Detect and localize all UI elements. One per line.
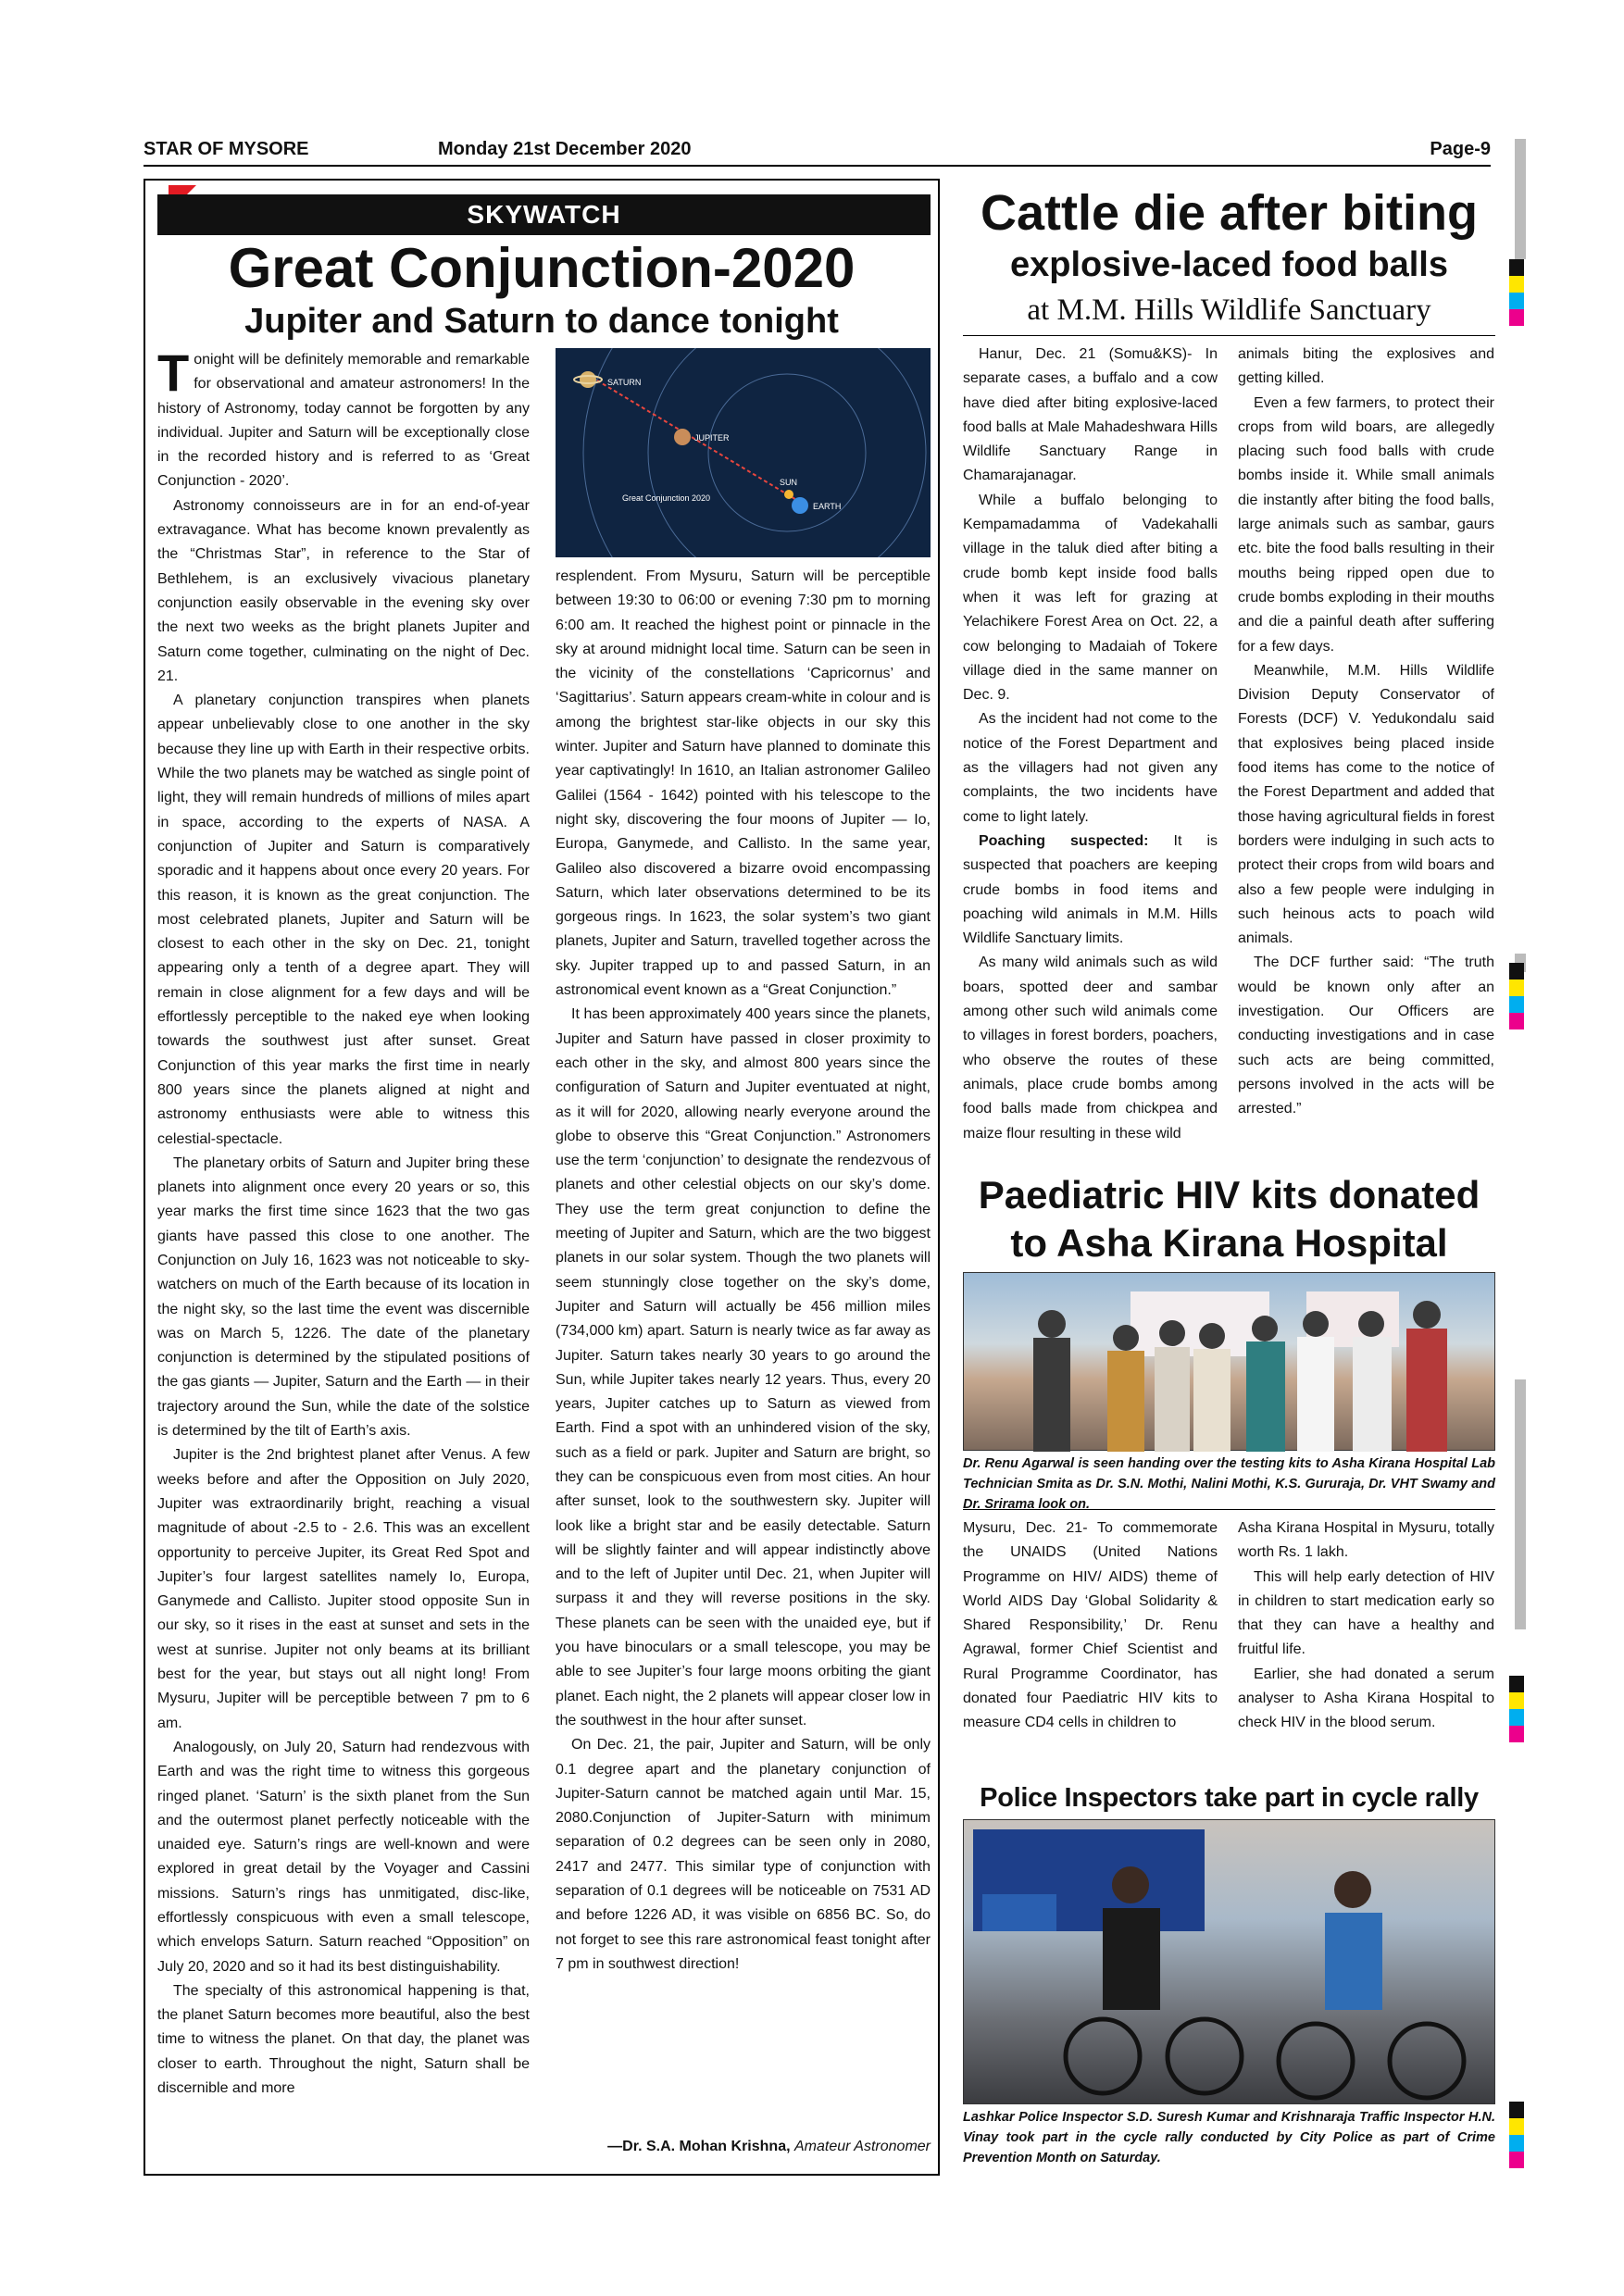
cattle-location: at M.M. Hills Wildlife Sanctuary [1027, 293, 1431, 327]
paragraph [963, 830, 1218, 951]
skywatch-byline [556, 2139, 931, 2155]
skywatch-banner: SKYWATCH [157, 194, 931, 235]
paragraph [157, 494, 530, 689]
paragraph-text: onight will be definitely memorable and remarkable for observational and amateur astronomers! In the history of Astronomy, today cannot be forgotten by any individual. Jupiter and Saturn will be exceptionally close in the recorded history and is referred to as ‘Great Conjunction - 2020’. [157, 352, 530, 490]
cattle-subhead: explosive-laced food balls [1009, 245, 1449, 284]
paragraph-text: It has been approximately 400 years since the planets, Jupiter and Saturn have passed in closer proximity to each other in the sky, and almost 800 years since the configuration of Saturn and Jupiter eventuated at night, as it will for 2020, allowing nearly everyone around the globe to observe this “Great Conjunction.” Astronomers use the term ‘conjunction’ to designate the rendezvous of planets and other celestial objects on our sky’s dome. They use the term great conjunction to define the meeting of Jupiter and Saturn, which are the two biggest planets in our solar system. Though the two planets will seem stunningly close together on the sky’s dome, Jupiter and Saturn will actually be 456 million miles (734,000 km) apart. Saturn is nearly twice as far away as Jupiter. Saturn takes nearly 30 years to go around the Sun, while Jupiter takes nearly 12 years. Thus, every 20 years, Jupiter catches up to Saturn as viewed from Earth. Find a spot with an unhindered vision of the sky, such as a field or park. Jupiter and Saturn are bright, so they can be conspicuous even from most cities. An hour after sunset, look to the southwestern sky. Jupiter will look like a bright star and be easily detectable. Saturn will be slightly fainter and will appear indistinctly above and to the left of Jupiter until Dec. 21, when Jupiter will surpass it and they will reverse positions in the sky. These planets can be seen with the unaided eye, but if you have binoculars or a small telescope, you may be able to see Jupiter’s four large moons orbiting the giant planet. Each night, the 2 planets will appear closer low in the southwest in the hour after sunset. [556, 1006, 931, 1728]
skywatch-column-2 [556, 565, 931, 1977]
paragraph-text: On Dec. 21, the pair, Jupiter and Saturn, will be only 0.1 degree apart and the planetary conjunction of Jupiter-Saturn cannot be matched again until Mar. 15, 2080.Conjunction of Jupiter-Saturn with minimum separation of 0.2 degrees can be seen only in 2080, 2417 and 2477. This similar type of conjunction with separation of 0.1 degrees will be noticeable on 7531 AD and before 1226 AD, it was visible on 6856 BC. So, do not forget to see this rare astronomical feast tonight after 7 pm in southwest direction! [556, 1737, 931, 1972]
byline-name: —Dr. S.A. Mohan Krishna, [607, 2139, 791, 2154]
paragraph-text: Astronomy connoisseurs are in for an end-of-year extravagance. What has become known prevalently as the “Christmas Star”, in reference to the Star of Bethlehem, is an exclusively vivacious planetary conjunction easily observable in the evening sky over the next two weeks as the bright planets Jupiter and Saturn come together, culminating on the night of Dec. 21. [157, 497, 530, 684]
paragraph-text: Hanur, Dec. 21 (Somu&KS)- In separate cases, a buffalo and a cow have died after biting explosive-laced food balls at Male Mahadeshwara Hills Wildlife Sanctuary Range in Chamarajanagar. [963, 346, 1218, 484]
cattle-column-1 [963, 343, 1218, 1146]
paragraph-text: As the incident had not come to the notice of the Forest Department and as the villagers had not given any complaints, the two incidents have come to light lately. [963, 711, 1218, 825]
paragraph-text: The specialty of this astronomical happening is that, the planet Saturn becomes more beautiful, also the best time to witness the planet. On that day, the planet was closer to earth. Throughout the night, Saturn shall be discernible and more [157, 1982, 530, 2097]
paragraph-text: Earlier, she had donated a serum analyser to Asha Kirana Hospital to check HIV in the blood serum. [1238, 1666, 1494, 1731]
paragraph [157, 1736, 530, 1979]
skywatch-column-1 [157, 343, 530, 2101]
paragraph-text: Asha Kirana Hospital in Mysuru, totally worth Rs. 1 lakh. [1238, 1520, 1494, 1561]
paragraph [157, 343, 530, 494]
orbit-diagram-svg [556, 348, 931, 557]
paragraph [1238, 659, 1494, 952]
paragraph [963, 489, 1218, 708]
skywatch-subhead: Jupiter and Saturn to dance tonight [244, 302, 839, 341]
byline-role: Amateur Astronomer [793, 2139, 931, 2154]
hiv-photo-figures [964, 1273, 1496, 1452]
earth-planet [792, 497, 808, 514]
paragraph [963, 343, 1218, 489]
label-caption: Great Conjunction 2020 [622, 493, 711, 503]
police-headline: Police Inspectors take part in cycle rally [980, 1783, 1479, 1813]
hiv-headline: Paediatric HIV kits donated to Asha Kirana Hospital [978, 1173, 1480, 1265]
paragraph-text: The planetary orbits of Saturn and Jupiter bring these planets into alignment once every 20 years or so, this year marks the first time since 1623 that the two gas giants have passed this close to one another. The Conjunction on July 16, 1623 was not noticeable to sky-watchers on much of the Earth because of its location in the night sky, so the last time the event was discernible was on March 5, 1226. The date of the planetary conjunction is determined by the stipulated positions of the gas giants — Jupiter, Saturn and the Earth — in their trajectory around the Sun, while the date of the solstice is determined by the tilt of Earth’s axis. [157, 1154, 530, 1440]
police-photo-figures [964, 1820, 1496, 2105]
color-registration-mark [1509, 259, 1524, 326]
paragraph [963, 1516, 1218, 1736]
paragraph-text: A planetary conjunction transpires when planets appear unbelievably close to one another in the sky because they line up with Earth in their respective orbits. While the two planets may be watched as single point of light, they will remain hundreds of millions of miles apart in space, according to the experts of NASA. A conjunction of Jupiter and Saturn is comparatively sporadic and it happens about once every 20 years. For this reason, it is known as the great conjunction. The most celebrated planets, Jupiter and Saturn will be closest to each other in the sky on Dec. 21, tonight appearing only a tenth of a degree apart. They will remain in close alignment for a few days and will be effortlessly perceptible to the naked eye when looking towards the southwest just after sunset. Great Conjunction of this year marks the first time in nearly 800 years since the planets aligned at night and astronomy enthusiasts were able to witness this celestial-spectacle. [157, 693, 530, 1147]
paragraph-text: Analogously, on July 20, Saturn had rendezvous with Earth and was the right time to witness this gorgeous ringed planet. ‘Saturn’ is the sixth planet from the Sun and the outermost planet perfectly noticeable with the unaided eye. Saturn’s rings are well-known and were explored in great detail by the Voyager and Cassini missions. Saturn’s rings has unmitigated, disc-like, effortlessly conspicuous with even a small telescope, which envelops Saturn. Saturn reached “Opposition” on July 20, 2020 and so it had its best distinguishability. [157, 1739, 530, 1975]
paragraph-text: As many wild animals such as wild boars, spotted deer and sambar among other such wild animals come to villages in forest borders, poachers, who observe the routes of these animals, place crude bombs among food balls made from chickpea and maize flour resulting in these wild [963, 955, 1218, 1142]
paragraph [157, 1152, 530, 1444]
paragraph [157, 689, 530, 1152]
paragraph-text: The DCF further said: “The truth would be known only after an investigation. Our Officers are conducting investigations and in case such acts are being committed, persons involved in the acts will be arrested.” [1238, 955, 1494, 1117]
label-earth: EARTH [813, 502, 842, 511]
page-number: Page-9 [1430, 139, 1491, 159]
paragraph [1238, 392, 1494, 659]
color-registration-mark [1509, 2102, 1524, 2168]
paragraph [157, 1443, 530, 1736]
drop-cap: T [157, 343, 190, 402]
paper-name: STAR OF MYSORE [144, 139, 309, 159]
police-photo [963, 1819, 1495, 2104]
paragraph [1238, 1566, 1494, 1663]
hiv-caption: Dr. Renu Agarwal is seen handing over the testing kits to Asha Kirana Hospital Lab Technician Smita as Dr. S.N. Mothi, Nalini Mothi, K.S. Gururaja, Dr. VHT Swamy and Dr. Srirama look on. [963, 1456, 1495, 1512]
paragraph [963, 707, 1218, 829]
paragraph-lead: Poaching suspected: [979, 832, 1149, 849]
paragraph [556, 1733, 931, 1977]
paragraph-text: While a buffalo belonging to Kempamadamma of Vadekahalli village in the taluk died after biting a crude bomb kept inside food balls when it was left for grazing at Yelachikere Forest Area on Oct. 22, a cow belonging to Madaiah of Tokere village died in the same manner on Dec. 9. [963, 492, 1218, 704]
paragraph-text: This will help early detection of HIV in children to start medication early so that they can have a healthy and fruitful life. [1238, 1568, 1494, 1658]
paragraph [157, 1979, 530, 2101]
paragraph [1238, 343, 1494, 392]
paragraph-text: It is suspected that poachers are keeping crude bombs in food items and poaching wild animals in M.M. Hills Wildlife Sanctuary limits. [963, 832, 1218, 947]
hiv-column-1 [963, 1516, 1218, 1736]
paragraph [556, 1003, 931, 1733]
label-sun: SUN [780, 478, 798, 487]
cattle-column-2 [1238, 343, 1494, 1122]
color-registration-mark [1509, 1676, 1524, 1742]
paragraph-text: Jupiter is the 2nd brightest planet after Venus. A few weeks before and after the Opposition on July 2020, Jupiter was extraordinarily bright, reaching a visual magnitude of about -2.5 to - 2.6. This was an excellent opportunity to perceive Jupiter, its Great Red Spot and Jupiter’s four largest satellites namely Io, Europa, Ganymede and Callisto. Jupiter stood opposite Sun in our sky, so it rises in the east at sunset and sets in the west at sunrise. Jupiter not only beams at its brilliant best for the year, but stays out all night long! From Mysuru, Jupiter will be perceptible between 7 pm to 6 am. [157, 1447, 530, 1731]
paragraph [1238, 951, 1494, 1121]
label-saturn: SATURN [607, 378, 642, 387]
hiv-rule [963, 1509, 1495, 1510]
margin-bar [1515, 139, 1526, 259]
paragraph-text: Even a few farmers, to protect their crops from wild boars, are allegedly placing such food balls with crude bombs inside it. While small animals die instantly after biting the food balls, large animals such as sambar, gaurs etc. bite the food balls resulting in their mouths being ripped open due to crude bombs exploding in their mouths and die a painful death after suffering for a few days. [1238, 394, 1494, 655]
paragraph [1238, 1516, 1494, 1566]
paragraph-text: Meanwhile, M.M. Hills Wildlife Division Deputy Conservator of Forests (DCF) V. Yedukondalu said that explosives being placed inside food items has come to the notice of the Forest Department and added that those having agricultural fields in forest borders were indulging in such acts to protect their crops from wild boars and also a few people were indulging in such heinous acts to poach wild animals. [1238, 662, 1494, 947]
skywatch-headline: Great Conjunction-2020 [228, 237, 856, 299]
hiv-photo [963, 1272, 1495, 1451]
issue-date: Monday 21st December 2020 [438, 139, 692, 159]
jupiter-planet [674, 429, 691, 445]
paragraph-text: resplendent. From Mysuru, Saturn will be perceptible between 19:30 to 06:00 or evening 7:30 pm to morning 6:00 am. It reached the highest point or pinnacle in the sky at around midnight local time. Saturn can be seen in the vicinity of the constellations ‘Capricornus’ and ‘Sagittarius’. Saturn appears cream-white in colour and is among the brightest star-like objects in our sky this winter. Jupiter and Saturn have planned to dominate this year captivatingly! In 1610, an Italian astronomer Galileo Galilei (1564 - 1642) pointed with his telescope to the night sky, discovering the four moons of Jupiter — Io, Europa, Ganymede, and Callisto. In the same year, Galileo also discovered a bizarre ovoid encompassing Saturn, which later observations determined to be its gorgeous rings. In 1623, the solar system’s two giant planets, Jupiter and Saturn, travelled together across the sky. Jupiter trapped up to and passed Saturn, in an astronomical event known as a “Great Conjunction.” [556, 568, 931, 999]
paragraph-text: Mysuru, Dec. 21- To commemorate the UNAIDS (United Nations Programme on HIV/ AIDS) theme of World AIDS Day ‘Global Solidarity & Shared Responsibility,’ Dr. Renu Agrawal, former Chief Scientist and Rural Programme Coordinator, has donated four Paediatric HIV kits to measure CD4 cells in children to [963, 1520, 1218, 1731]
masthead [144, 139, 1491, 167]
conjunction-diagram [556, 348, 931, 557]
color-registration-mark [1509, 963, 1524, 1029]
sun-dot [784, 490, 793, 499]
saturn-planet [580, 371, 596, 388]
hiv-column-2 [1238, 1516, 1494, 1736]
margin-bar [1515, 1379, 1526, 1629]
paragraph [963, 951, 1218, 1145]
cattle-rule [963, 335, 1495, 336]
paragraph [556, 565, 931, 1003]
paragraph-text: animals biting the explosives and getting killed. [1238, 346, 1494, 387]
cattle-headline: Cattle die after biting [980, 185, 1479, 241]
paragraph [1238, 1663, 1494, 1736]
police-caption: Lashkar Police Inspector S.D. Suresh Kumar and Krishnaraja Traffic Inspector H.N. Vinay took part in the cycle rally conducted by City Police as part of Crime Prevention Month on Saturday. [963, 2110, 1495, 2165]
label-jupiter: JUPITER [694, 433, 730, 443]
